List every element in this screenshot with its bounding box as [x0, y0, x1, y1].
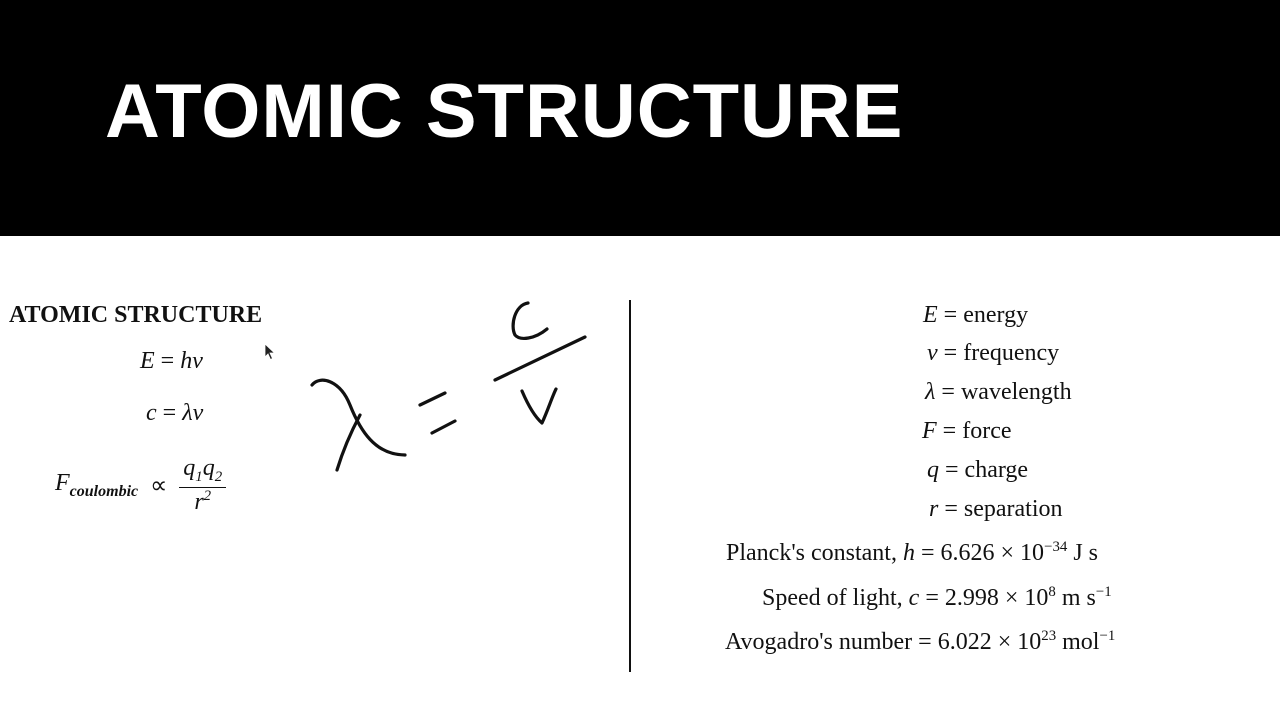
definition-row: E = energy [923, 302, 1029, 328]
handwritten-annotation [300, 285, 600, 485]
equation-coulomb [55, 455, 226, 517]
eq-e-lhs: E [140, 348, 155, 374]
definition-row: r = separation [929, 496, 1063, 522]
proportional-symbol: ∝ [150, 473, 168, 500]
equation-energy [140, 348, 203, 375]
constant-avogadro: Avogadro's number = $6.022 \times 10^{23}$ mol$^{-1}$ [725, 628, 1116, 655]
definition-row: q = charge [927, 457, 1029, 483]
eq-c-lhs: c [146, 400, 157, 426]
fraction-numerator: $q_1q_2$ [179, 455, 226, 488]
definition-row: F = force [922, 418, 1012, 444]
document-heading: ATOMIC STRUCTURE [9, 302, 263, 328]
column-divider [629, 300, 631, 672]
eq-c-rhs: λν [182, 400, 204, 426]
equation-light [146, 400, 203, 427]
eq-f-symbol: F [55, 470, 70, 497]
constant-planck: Planck's constant, $h = 6.626 \times 10^{-34}$ J s [726, 539, 1099, 566]
definition-row: ν = frequency [927, 340, 1060, 366]
fraction-denominator: $r^2$ [194, 487, 212, 515]
eq-e-rhs: hν [180, 348, 203, 374]
eq-f-subscript: coulombic [69, 483, 139, 501]
definition-row: λ = wavelength [925, 379, 1072, 405]
eq-equals: = [160, 348, 175, 374]
constant-speed-of-light: Speed of light, $c = 2.998 \times 10^8$ m $s^{-1}$ [762, 584, 1112, 611]
eq-equals: = [162, 400, 177, 426]
coulomb-fraction [179, 455, 226, 517]
title-banner [0, 0, 1280, 236]
banner-title: ATOMIC STRUCTURE [105, 69, 904, 154]
mouse-pointer-icon [264, 343, 276, 361]
